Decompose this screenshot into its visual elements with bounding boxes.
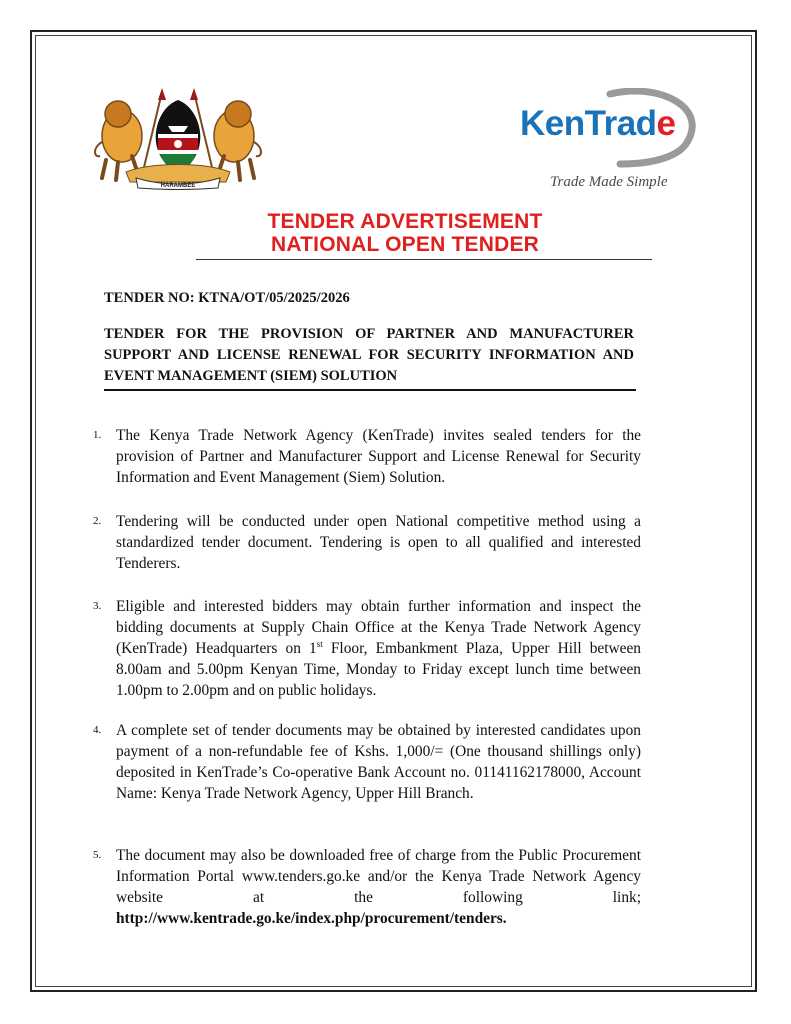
heading-underline bbox=[104, 389, 636, 391]
list-item-text: Tendering will be conducted under open National competitive method using a standardized tender document. Tendering is open to all qualified and interested Tenderers. bbox=[116, 513, 641, 572]
list-item-number: 2. bbox=[93, 515, 102, 527]
list-item-5 bbox=[93, 845, 641, 929]
kentrade-logo bbox=[510, 88, 720, 198]
tender-heading: TENDER FOR THE PROVISION OF PARTNER AND MANUFACTURER SUPPORT AND LICENSE RENEWAL FOR SECURITY INFORMATION AND EVENT MANAGEMENT (SIEM) SOLUTION bbox=[104, 326, 634, 384]
list-item-1 bbox=[93, 425, 641, 488]
tenders-link[interactable]: http://www.kentrade.go.ke/index.php/procurement/tenders. bbox=[116, 910, 507, 927]
list-item-text: The Kenya Trade Network Agency (KenTrade) invites sealed tenders for the provision of Partner and Manufacturer Support and License Renewal for Security Information and Event Management (Siem) Solution. bbox=[116, 427, 641, 486]
list-item-text-part-1: Eligible and interested bidders may obtain further information and inspect the bidding documents at Supply Chain Office at the Kenya Trade Network Agency (KenTrade) Headquarters on 1 bbox=[116, 598, 641, 657]
logo-tagline: Trade Made Simple bbox=[550, 174, 668, 190]
motto-text: HARAMBEE bbox=[160, 183, 196, 189]
list-item-4 bbox=[93, 720, 641, 804]
list-item-text: A complete set of tender documents may be obtained by interested candidates upon payment of a non-refundable fee of Kshs. 1,000/= (One thousand shillings only) deposited in KenTrade’s Co-operative Bank Account no. 01141162178000, Account Name: Kenya Trade Network Agency, Upper Hill Branch. bbox=[116, 722, 641, 802]
ordinal-suffix: st bbox=[316, 638, 323, 649]
list-item-number: 5. bbox=[93, 849, 102, 861]
title-line-1: TENDER ADVERTISEMENT bbox=[267, 210, 543, 233]
list-item-text bbox=[116, 596, 641, 701]
title-line-2: NATIONAL OPEN TENDER bbox=[270, 233, 540, 256]
list-item-2 bbox=[93, 511, 641, 574]
logo-wordmark bbox=[520, 104, 676, 144]
list-item-text-part-2: Floor, Embankment Plaza, Upper Hill between 8.00am and 5.00pm Kenyan Time, Monday to Friday except lunch time between 1.00pm to 2.00pm and on public holidays. bbox=[116, 640, 641, 699]
tender-number: TENDER NO: KTNA/OT/05/2025/2026 bbox=[104, 290, 350, 306]
kenya-coat-of-arms-icon bbox=[92, 86, 264, 190]
logo-wordmark-e: e bbox=[656, 104, 676, 143]
list-item-text bbox=[116, 845, 641, 929]
title-underline bbox=[196, 259, 652, 260]
list-item-number: 3. bbox=[93, 600, 102, 612]
list-item-number: 4. bbox=[93, 724, 102, 736]
list-item-number: 1. bbox=[93, 429, 102, 441]
list-item-3 bbox=[93, 596, 641, 701]
logo-wordmark-main: KenTrad bbox=[520, 104, 657, 143]
list-item-text-part-1: The document may also be downloaded free of charge from the Public Procurement Information Portal www.tenders.go.ke and/or the Kenya Trade Network Agency website at the following link; bbox=[116, 847, 641, 906]
